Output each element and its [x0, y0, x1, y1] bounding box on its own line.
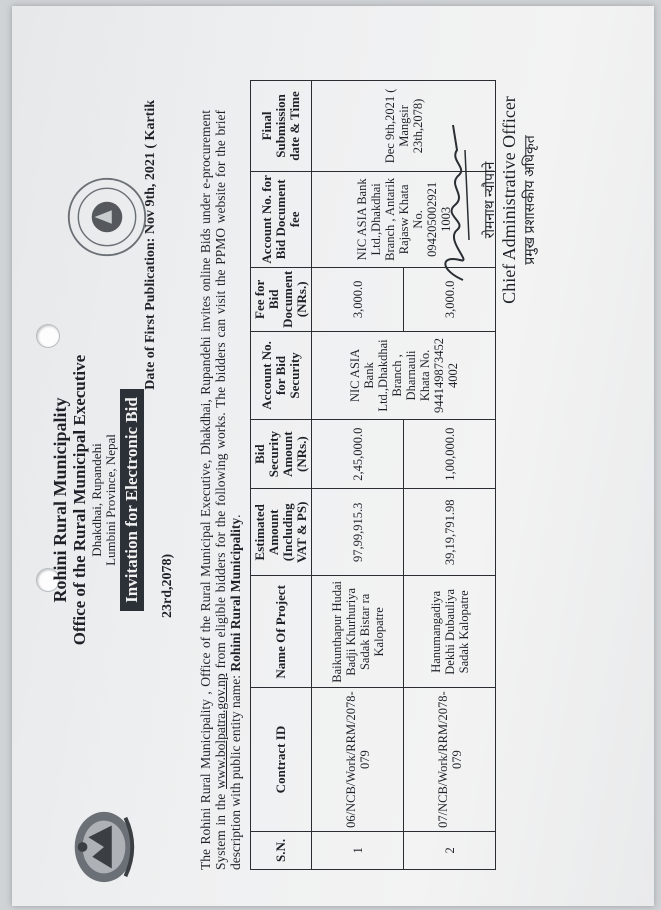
cell-final-submission: Dec 9th,2021 ( Mangsir 23th,2078) [312, 81, 496, 172]
table-header-row [251, 81, 312, 870]
col-document-fee: Fee for Bid Document (NRs.) [251, 267, 312, 331]
website-link[interactable]: www.bolpatra.gov.np [213, 673, 228, 789]
officer-title: Chief Administrative Officer [499, 96, 519, 304]
cell-project-name: Baikunthapur Hudai Badji Khurhuriya Sadak Bistar ra Kalopatre [312, 576, 404, 688]
publication-line-1: Date of First Publication: Nov 9th, 2021 ( Kartik [143, 100, 158, 390]
cell-document-fee: 3,000.0 [404, 267, 496, 331]
notice-title-banner: Invitation for Electronic Bid [120, 389, 144, 611]
cell-estimated-amount: 39,19,791.98 [404, 489, 496, 576]
intro-paragraph: The Rohini Rural Municipality , Office of the Rural Municipal Executive, Dhakdhai, Rupandehi invites online Bids under e-procurement System in the www.bolpatra.gov.np from eligible bidders for the following works. The bidders can visit the PPMO website for the brief description with public entity name: Rohini Rural Municipality. [198, 109, 243, 870]
cell-project-name: Hanumangadiya Dekhi Dubauliya Sadak Kalopatre [404, 576, 496, 688]
officer-name-devanagari: रोमनाथ न्यौपाने [483, 161, 498, 239]
address-line: Dhakdhai, Rupandehi [89, 443, 104, 557]
table-row [312, 81, 404, 870]
intro-text-2: from eligible bidders for the following works. The bidders can visit the PPMO website for the brief description with public entity name: [213, 109, 243, 870]
col-fee-account: Account No. for Bid Document fee [251, 171, 312, 267]
cell-contract-id: 07/NCB/Work/RRM/2078-079 [404, 688, 496, 832]
cell-document-fee: 3,000.0 [312, 267, 404, 331]
cell-sn: 2 [404, 831, 496, 869]
province-line: Lumbini Province, Nepal [103, 434, 118, 566]
publication-line-2: 23rd,2078) [160, 553, 175, 618]
col-sn: S.N. [251, 831, 312, 869]
office-name: Office of the Rural Municipal Executive [70, 354, 89, 646]
cell-contract-id: 06/NCB/Work/RRM/2078-079 [312, 688, 404, 832]
cell-fee-account: NIC ASIA Bank Ltd.,Dhakdhai Branch , Antarik Rajasw Khata No. 094205002921 1003 [312, 171, 496, 267]
cell-bid-security: 1,00,000.0 [404, 420, 496, 489]
rotated-notice [50, 30, 610, 880]
col-estimated-amount: Estimated Amount (Including VAT & PS) [251, 489, 312, 576]
intro-text-1: The Rohini Rural Municipality , Office of the Rural Municipal Executive, Dhakdhai, Rupandehi invites online Bids under e-procurement System in the [198, 110, 228, 870]
handwritten-signature [435, 100, 475, 300]
signature-block [435, 80, 539, 320]
entity-name: Rohini Rural Municipality [228, 517, 243, 672]
cell-sn: 1 [312, 831, 404, 869]
nepal-emblem-logo [68, 808, 138, 886]
col-project-name: Name Of Project [251, 576, 312, 688]
officer-title-devanagari: प्रमुख प्रशासकीय अधिकृत [523, 135, 538, 265]
col-security-account: Account No. for Bid Security [251, 331, 312, 419]
letterhead [50, 310, 144, 690]
publication-date [142, 100, 176, 840]
municipality-seal [64, 174, 150, 260]
cell-estimated-amount: 97,99,915.3 [312, 489, 404, 576]
municipality-name: Rohini Rural Municipality [50, 397, 70, 603]
col-contract-id: Contract ID [251, 688, 312, 832]
cell-bid-security: 2,45,000.0 [312, 420, 404, 489]
col-bid-security: Bid Security Amount (NRs.) [251, 420, 312, 489]
col-final-submission: Final Submission date & Time [251, 81, 312, 172]
cell-security-account: NIC ASIA Bank Ltd.,Dhakdhai Branch , Dharnauli Khata No. 944149873452 4002 [312, 331, 496, 419]
